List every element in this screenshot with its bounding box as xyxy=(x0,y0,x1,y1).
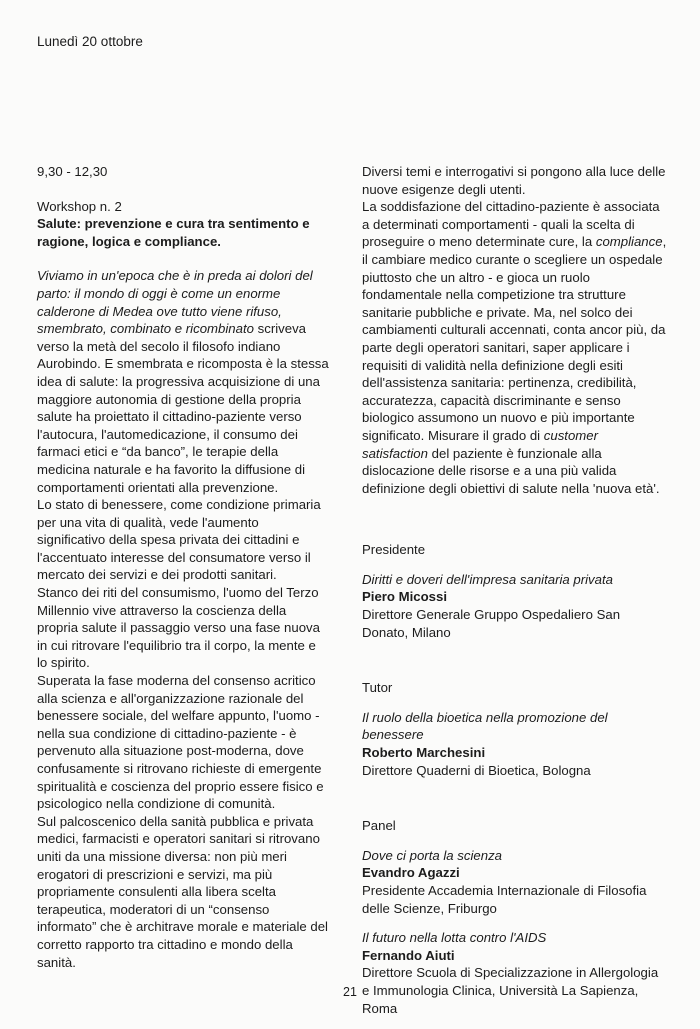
speaker-role: Presidente Accademia Internazionale di Filosofia delle Scienze, Friburgo xyxy=(362,883,647,916)
speaker-topic: Diritti e doveri dell'impresa sanitaria privata xyxy=(362,571,613,587)
speaker-role: Direttore Scuola di Specializzazione in Allergologia e Immunologia Clinica, Università La Sapienza, Roma xyxy=(362,965,659,1016)
page-date-header: Lunedì 20 ottobre xyxy=(37,34,143,49)
speaker-name: Piero Micossi xyxy=(362,589,448,605)
speaker-name: Fernando Aiuti xyxy=(362,947,455,963)
panel-label: Panel xyxy=(362,818,396,834)
speaker-topic: Dove ci porta la scienza xyxy=(362,847,503,863)
speaker-name: Roberto Marchesini xyxy=(362,745,486,761)
right-column xyxy=(362,163,667,1029)
right-paragraph-2 xyxy=(362,198,667,497)
panel-entry xyxy=(362,929,667,1017)
speaker-topic: Il futuro nella lotta contro l'AIDS xyxy=(362,930,547,946)
speaker-name: Evandro Agazzi xyxy=(362,865,460,881)
intro-paragraph-rest: scriveva verso la metà del secolo il filosofo indiano Aurobindo. E smembrata e ricomposta è la stessa idea di salute: la progressiva acquisizione di una maggiore autonomia di gestione della propria salute ha proiettato il cittadino-paziente verso l'autocura, l'automedicazione, il consumo dei farmaci etici e “da banco”, le terapie della medicina naturale e ha favorito la diffusione di comportamenti orientati alla prevenzione. xyxy=(37,321,329,495)
workshop-title: Salute: prevenzione e cura tra sentimento e ragione, logica e compliance. xyxy=(37,216,310,249)
panel-entry xyxy=(362,847,667,917)
intro-paragraph xyxy=(37,267,329,496)
page-number: 21 xyxy=(343,985,357,999)
speaker-role: Direttore Quaderni di Bioetica, Bologna xyxy=(362,762,591,778)
tutor-label: Tutor xyxy=(362,680,393,696)
aurobindo-quote: Viviamo in un'epoca che è in preda ai dolori del parto: il mondo di oggi è come un enorme calderone di Medea ove tutto viene rifuso, smembrato, combinato e ricombinato xyxy=(37,268,313,337)
right-paragraph-2-c: del paziente è funzionale alla dislocazione delle risorse e a una più valida definizione degli obiettivi di salute nella 'nuova età'. xyxy=(362,445,660,496)
presidente-entry xyxy=(362,571,667,641)
right-paragraph-1: Diversi temi e interrogativi si pongono alla luce delle nuove esigenze degli utenti. xyxy=(362,164,666,197)
right-paragraph-2-b: , il cambiare medico curante o scegliere un ospedale piuttosto che un altro - e gioca un ruolo fondamentale nella competizione tra strutture sanitarie pubbliche e private. Ma, nel solco dei cambiamenti culturali accennati, conta ancor più, da parte degli operatori sanitari, saper applicare i requisiti di validità nella definizione degli esiti dell'assistenza sanitaria: pertinenza, credibilità, accuratezza, capacità discriminante e senso biologico assumono un nuovo e più importante significato. Misurare il grado di xyxy=(362,234,667,443)
speaker-role: Direttore Generale Gruppo Ospedaliero San Donato, Milano xyxy=(362,607,621,640)
body-paragraph-2: Lo stato di benessere, come condizione primaria per una vita di qualità, vede l'aumento significativo della spesa privata dei cittadini e l'accentuato interesse del consumatore verso il mercato dei servizi e dei prodotti sanitari. xyxy=(37,497,321,583)
tutor-entry xyxy=(362,709,667,779)
body-paragraph-5: Sul palcoscenico della sanità pubblica e privata medici, farmacisti e operatori sanitari si ritrovano uniti da una missione diversa: non più meri erogatori di prescrizioni e servizi, ma più propriamente consulenti alla libera scelta terapeutica, moderatori di un “consenso informato” che è architrave morale e materiale del corretto rapporto tra cittadino e mondo della sanità. xyxy=(37,813,328,970)
right-paragraph-2-a: La soddisfazione del cittadino-paziente è associata a determinati comportamenti - quali la scelta di proseguire o meno determinate cure, la xyxy=(362,199,660,250)
compliance-term: compliance xyxy=(595,234,663,250)
speaker-topic: Il ruolo della bioetica nella promozione del benessere xyxy=(362,709,608,743)
session-time: 9,30 - 12,30 xyxy=(37,164,108,179)
customer-satisfaction-term: customer satisfaction xyxy=(362,427,599,461)
presidente-label: Presidente xyxy=(362,542,426,558)
body-paragraph-4: Superata la fase moderna del consenso acritico alla scienza e all'organizzazione razionale del benessere sociale, del welfare appunto, l'uomo - nella sua condizione di cittadino-paziente - è pervenuto alla situazione post-moderna, dove confusamente si ritrovano richieste di emergente spiritualità e coscienza del proprio essere fisico e psicologico nella condizione di comunità. xyxy=(37,673,324,812)
left-column xyxy=(37,163,329,971)
workshop-number: Workshop n. 2 xyxy=(37,198,122,214)
body-paragraph-3: Stanco dei riti del consumismo, l'uomo del Terzo Millennio vive attraverso la coscienza della propria salute il passaggio verso una fase nuova in cui ritrovare l'equilibrio tra il corpo, la mente e lo spirito. xyxy=(37,585,320,671)
